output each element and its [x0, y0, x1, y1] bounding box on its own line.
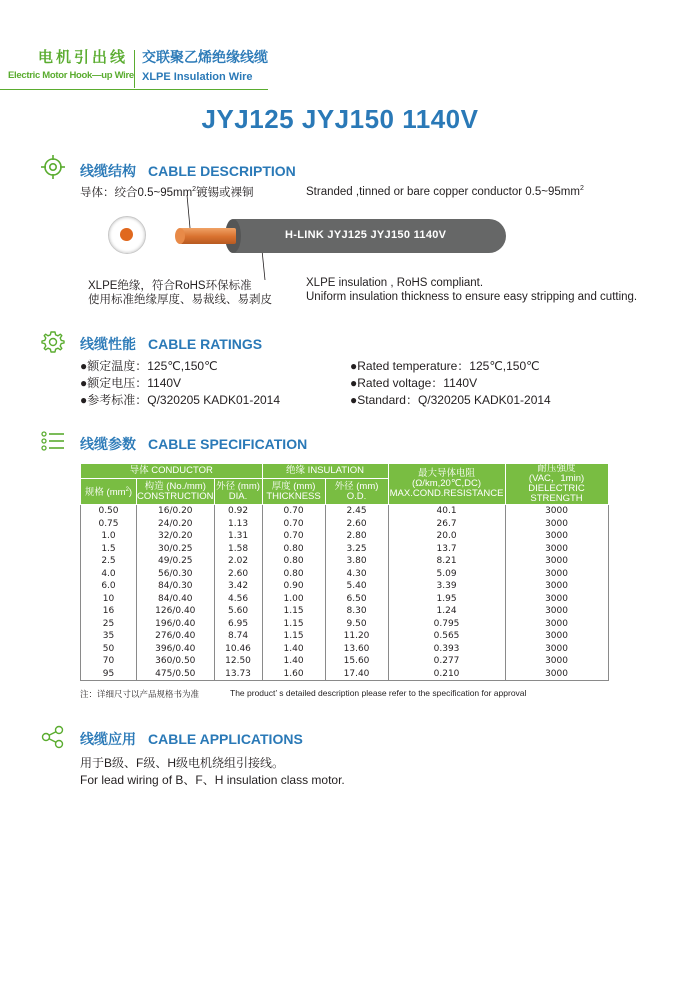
cell-size: 1.0 [81, 530, 137, 543]
rating-cn-0: ●额定温度：125℃,150℃ [80, 359, 218, 373]
header-diameter-en: DIA. [228, 490, 248, 502]
page-title: JYJ125 JYJ150 1140V [201, 104, 479, 134]
cell-thickness: 1.15 [262, 630, 325, 643]
conductor-en-pre: Stranded ,tinned or bare copper conductor 0.5~95mm [306, 185, 580, 198]
insulation-text-cn-2: 使用标准绝缘厚度、易裁线、易剥皮 [88, 294, 272, 306]
cell-size: 0.75 [81, 518, 137, 531]
cell-size: 1.5 [81, 543, 137, 556]
insulation-text-cn-1: XLPE绝缘，符合RoHS环保标准 [88, 280, 252, 292]
cell-thickness: 0.80 [262, 543, 325, 556]
cell-size: 50 [81, 643, 137, 656]
header-dielectric [505, 464, 608, 505]
cell-resistance: 0.795 [388, 618, 505, 631]
table-row [81, 568, 609, 581]
cell-resistance: 20.0 [388, 530, 505, 543]
cell-size: 10 [81, 593, 137, 606]
cell-od: 11.20 [325, 630, 388, 643]
cell-resistance: 0.210 [388, 668, 505, 681]
section-title-applications [80, 729, 303, 749]
spec-table-body [81, 505, 609, 681]
cell-dielectric: 3000 [505, 555, 608, 568]
cell-od: 8.30 [325, 605, 388, 618]
header-product-cn: 交联聚乙烯绝缘线缆 [142, 49, 268, 65]
cell-od: 4.30 [325, 568, 388, 581]
cell-resistance: 13.7 [388, 543, 505, 556]
cell-size: 2.5 [81, 555, 137, 568]
header-dielectric-unit: (VAC，1min) [528, 473, 585, 484]
cell-diameter: 5.60 [214, 605, 262, 618]
rating-en-2: ●Standard：Q/320205 KADK01-2014 [350, 393, 551, 407]
header-size [81, 479, 137, 505]
table-row [81, 655, 609, 668]
table-row [81, 505, 609, 518]
header-thickness [262, 479, 325, 505]
header-diameter-cn: 外径 (mm) [216, 480, 260, 492]
cell-construction: 475/0.50 [137, 668, 215, 681]
table-row [81, 580, 609, 593]
rating-cn-1: ●额定电压：1140V [80, 376, 182, 390]
cell-thickness: 0.70 [262, 518, 325, 531]
application-text-en: For lead wiring of B、F、H insulation class motor. [80, 773, 345, 787]
cell-od: 15.60 [325, 655, 388, 668]
header-resistance-unit: (Ω/km,20℃,DC) [412, 478, 482, 489]
cell-dielectric: 3000 [505, 618, 608, 631]
superscript: 2 [125, 486, 129, 493]
section-title-cn: 线缆性能 [80, 336, 136, 352]
cell-construction: 24/0.20 [137, 518, 215, 531]
cell-resistance: 26.7 [388, 518, 505, 531]
header-construction-cn: 构造 (No./mm) [144, 480, 206, 492]
cell-size: 70 [81, 655, 137, 668]
header-construction [137, 479, 215, 505]
cell-dielectric: 3000 [505, 643, 608, 656]
cell-diameter: 1.58 [214, 543, 262, 556]
section-title-cn: 线缆参数 [80, 436, 136, 452]
leader-lines [0, 0, 680, 320]
section-title-ratings [80, 334, 262, 354]
section-title-en: CABLE APPLICATIONS [148, 731, 303, 747]
cell-diameter: 0.92 [214, 505, 262, 518]
cell-dielectric: 3000 [505, 605, 608, 618]
cell-thickness: 1.60 [262, 668, 325, 681]
cell-dielectric: 3000 [505, 655, 608, 668]
cell-resistance: 0.565 [388, 630, 505, 643]
cell-dielectric: 3000 [505, 568, 608, 581]
cell-dielectric: 3000 [505, 593, 608, 606]
cell-size: 4.0 [81, 568, 137, 581]
table-row [81, 605, 609, 618]
header-dielectric-en: DIELECTRIC STRENGTH [528, 483, 585, 504]
cell-thickness: 1.15 [262, 605, 325, 618]
cable-conductor [180, 228, 236, 244]
superscript: 2 [579, 185, 584, 192]
cell-thickness: 1.40 [262, 643, 325, 656]
cell-diameter: 1.13 [214, 518, 262, 531]
cell-size: 0.50 [81, 505, 137, 518]
cell-dielectric: 3000 [505, 518, 608, 531]
cell-thickness: 0.90 [262, 580, 325, 593]
cell-thickness: 1.00 [262, 593, 325, 606]
cell-construction: 276/0.40 [137, 630, 215, 643]
spec-note-en: The product’ s detailed description please refer to the specification for approval [230, 688, 527, 698]
table-row [81, 543, 609, 556]
gear-icon [40, 329, 66, 355]
cable-print-label: H-LINK JYJ125 JYJ150 1140V [285, 229, 447, 241]
cell-resistance: 1.95 [388, 593, 505, 606]
application-text-cn: 用于B级、F级、H级电机绕组引接线。 [80, 756, 285, 770]
cell-dielectric: 3000 [505, 630, 608, 643]
header-resistance-en: MAX.COND.RESISTANCE [389, 488, 504, 499]
cell-diameter: 3.42 [214, 580, 262, 593]
cell-resistance: 8.21 [388, 555, 505, 568]
cell-resistance: 5.09 [388, 568, 505, 581]
superscript: 2 [192, 186, 197, 194]
cell-od: 5.40 [325, 580, 388, 593]
cell-construction: 360/0.50 [137, 655, 215, 668]
cell-construction: 126/0.40 [137, 605, 215, 618]
cell-diameter: 10.46 [214, 643, 262, 656]
cell-od: 13.60 [325, 643, 388, 656]
insulation-text-en-2: Uniform insulation thickness to ensure easy stripping and cutting. [306, 291, 638, 303]
cell-construction: 84/0.30 [137, 580, 215, 593]
cell-dielectric: 3000 [505, 668, 608, 681]
header-od-en: O.D. [346, 490, 367, 502]
cell-diameter: 2.02 [214, 555, 262, 568]
header-od-cn: 外径 (mm) [334, 480, 379, 492]
cell-resistance: 40.1 [388, 505, 505, 518]
cell-size: 25 [81, 618, 137, 631]
cell-od: 3.25 [325, 543, 388, 556]
cable-conductor-tip [175, 228, 185, 244]
section-title-en: CABLE DESCRIPTION [148, 163, 296, 179]
cell-construction: 84/0.40 [137, 593, 215, 606]
header-construction-en: CONSTRUCTION [137, 490, 214, 502]
header-size-close: ) [128, 487, 133, 499]
cell-construction: 396/0.40 [137, 643, 215, 656]
cell-construction: 49/0.25 [137, 555, 215, 568]
header-group-conductor: 导体 CONDUCTOR [81, 464, 263, 479]
header-thickness-en: THICKNESS [266, 490, 321, 502]
section-title-cn: 线缆应用 [80, 731, 136, 747]
table-row [81, 530, 609, 543]
cell-size: 35 [81, 630, 137, 643]
section-title-spec [80, 434, 307, 454]
cable-cross-section-core [120, 228, 133, 241]
section-title-en: CABLE RATINGS [148, 336, 263, 352]
table-row [81, 555, 609, 568]
rating-en-1: ●Rated voltage：1140V [350, 376, 478, 390]
cell-dielectric: 3000 [505, 505, 608, 518]
cell-diameter: 12.50 [214, 655, 262, 668]
cell-dielectric: 3000 [505, 580, 608, 593]
table-row [81, 618, 609, 631]
cell-od: 3.80 [325, 555, 388, 568]
rating-cn-2: ●参考标准：Q/320205 KADK01-2014 [80, 393, 281, 407]
table-row [81, 643, 609, 656]
rating-en-0: ●Rated temperature：125℃,150℃ [350, 359, 540, 373]
cell-resistance: 3.39 [388, 580, 505, 593]
cell-thickness: 0.80 [262, 568, 325, 581]
cell-diameter: 13.73 [214, 668, 262, 681]
cell-resistance: 0.277 [388, 655, 505, 668]
cell-thickness: 1.40 [262, 655, 325, 668]
table-row [81, 630, 609, 643]
cell-size: 95 [81, 668, 137, 681]
cell-diameter: 8.74 [214, 630, 262, 643]
table-row [81, 518, 609, 531]
table-row [81, 593, 609, 606]
cell-od: 2.60 [325, 518, 388, 531]
header-category-en: Electric Motor Hook—up Wire [8, 70, 134, 81]
header-dielectric-cn: 耐压强度 [537, 463, 576, 474]
cell-od: 2.45 [325, 505, 388, 518]
header-thickness-cn: 厚度 (mm) [271, 480, 316, 492]
insulation-text-en-1: XLPE insulation , RoHS compliant. [306, 277, 484, 289]
header-resistance [388, 464, 505, 505]
cell-resistance: 0.393 [388, 643, 505, 656]
cell-dielectric: 3000 [505, 543, 608, 556]
header-od [325, 479, 388, 505]
section-title-cn: 线缆结构 [80, 163, 136, 179]
cell-thickness: 1.15 [262, 618, 325, 631]
cell-thickness: 0.80 [262, 555, 325, 568]
cell-od: 2.80 [325, 530, 388, 543]
cell-od: 6.50 [325, 593, 388, 606]
cell-resistance: 1.24 [388, 605, 505, 618]
cell-thickness: 0.70 [262, 530, 325, 543]
cell-diameter: 4.56 [214, 593, 262, 606]
cell-size: 6.0 [81, 580, 137, 593]
cell-od: 17.40 [325, 668, 388, 681]
section-title-en: CABLE SPECIFICATION [148, 436, 308, 452]
header-category-cn: 电机引出线 [38, 49, 129, 66]
header-product-en: XLPE Insulation Wire [142, 71, 253, 83]
header-resistance-cn: 最大导体电阻 [418, 468, 476, 479]
cell-diameter: 1.31 [214, 530, 262, 543]
cell-diameter: 6.95 [214, 618, 262, 631]
spec-note-cn: 注：详细尺寸以产品规格书为准 [80, 689, 200, 699]
conductor-cn-pre: 导体：绞合0.5~95mm [80, 187, 193, 199]
cell-construction: 56/0.30 [137, 568, 215, 581]
cell-construction: 16/0.20 [137, 505, 215, 518]
cell-construction: 30/0.25 [137, 543, 215, 556]
list-icon [40, 428, 66, 454]
cell-construction: 32/0.20 [137, 530, 215, 543]
cell-diameter: 2.60 [214, 568, 262, 581]
header-size-text: 规格 (mm [84, 487, 126, 499]
cell-od: 9.50 [325, 618, 388, 631]
cell-dielectric: 3000 [505, 530, 608, 543]
cell-construction: 196/0.40 [137, 618, 215, 631]
header-diameter [214, 479, 262, 505]
spec-table [80, 463, 609, 681]
cell-size: 16 [81, 605, 137, 618]
conductor-cn-post: 镀锡或裸铜 [196, 187, 254, 199]
cell-thickness: 0.70 [262, 505, 325, 518]
share-nodes-icon [40, 724, 66, 750]
header-group-insulation: 绝缘 INSULATION [262, 464, 388, 479]
table-row [81, 668, 609, 681]
